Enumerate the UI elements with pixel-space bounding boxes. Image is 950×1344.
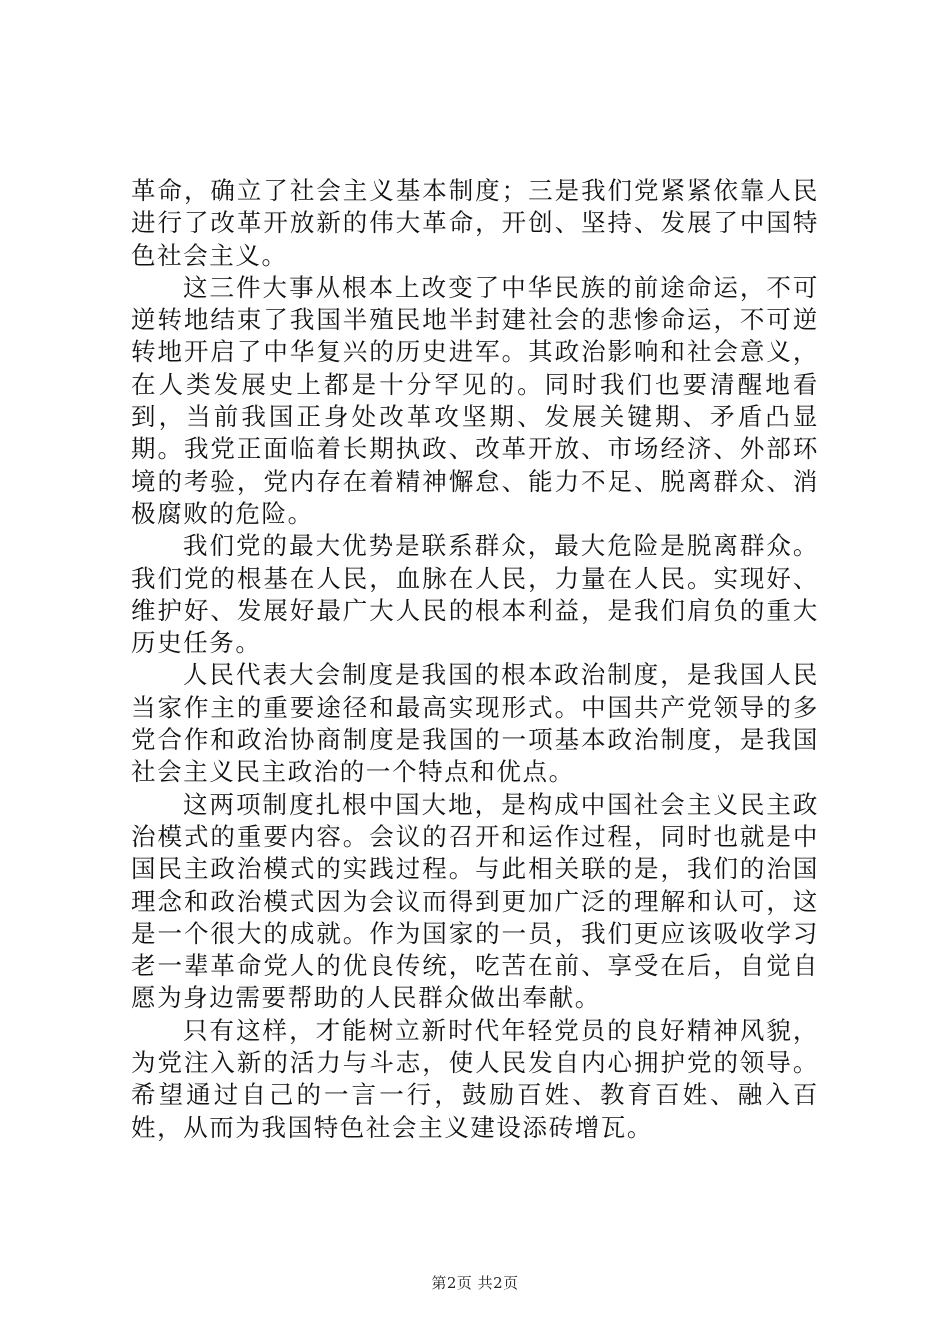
- page-footer: 第2页 共2页: [431, 1274, 519, 1292]
- paragraph-2: 这三件大事从根本上改变了中华民族的前途命运，不可逆转地结束了我国半殖民地半封建社会的悲惨命运，不可逆转地开启了中华复兴的历史进军。其政治影响和社会意义，在人类发展史上都是十分罕见的。同时我们也要清醒地看到，当前我国正身处改革攻坚期、发展关键期、矛盾凸显期。我党正面临着长期执政、改革开放、市场经济、外部环境的考验，党内存在着精神懈怠、能力不足、脱离群众、消极腐败的危险。: [131, 272, 819, 528]
- paragraph-3: 我们党的最大优势是联系群众，最大危险是脱离群众。我们党的根基在人民，血脉在人民，力量在人民。实现好、维护好、发展好最广大人民的根本利益，是我们肩负的重大历史任务。: [131, 531, 819, 658]
- document-body: [131, 175, 819, 1144]
- paragraph-1: 革命，确立了社会主义基本制度；三是我们党紧紧依靠人民进行了改革开放新的伟大革命，开创、坚持、发展了中国特色社会主义。: [131, 176, 819, 270]
- paragraph-6: 只有这样，才能树立新时代年轻党员的良好精神风貌，为党注入新的活力与斗志，使人民发自内心拥护党的领导。希望通过自己的一言一行，鼓励百姓、教育百姓、融入百姓，从而为我国特色社会主义建设添砖增瓦。: [131, 1015, 819, 1142]
- paragraph-5: 这两项制度扎根中国大地，是构成中国社会主义民主政治模式的重要内容。会议的召开和运作过程，同时也就是中国民主政治模式的实践过程。与此相关联的是，我们的治国理念和政治模式因为会议而得到更加广泛的理解和认可，这是一个很大的成就。作为国家的一员，我们更应该吸收学习老一辈革命党人的优良传统，吃苦在前、享受在后，自觉自愿为身边需要帮助的人民群众做出奉献。: [131, 789, 819, 1013]
- paragraph-4: 人民代表大会制度是我国的根本政治制度，是我国人民当家作主的重要途径和最高实现形式。中国共产党领导的多党合作和政治协商制度是我国的一项基本政治制度，是我国社会主义民主政治的一个特点和优点。: [131, 660, 819, 787]
